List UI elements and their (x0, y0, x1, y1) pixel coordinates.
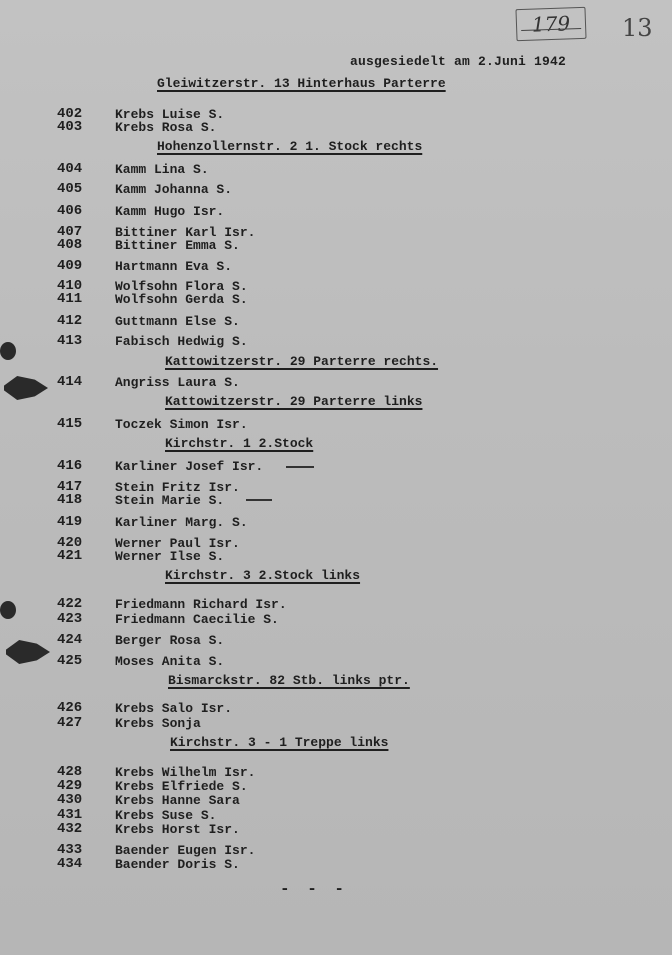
entry-name: Berger Rosa S. (115, 633, 225, 648)
deportation-date-line: ausgesiedelt am 2.Juni 1942 (350, 54, 567, 69)
entry-name: Kamm Johanna S. (115, 182, 233, 197)
entry-number: 420 (57, 535, 83, 551)
entry-number: 414 (57, 374, 83, 390)
entry-name: Krebs Rosa S. (115, 120, 217, 135)
entry-name: Bittiner Emma S. (115, 238, 240, 253)
entry-name: Werner Ilse S. (115, 549, 225, 564)
address-heading: Kattowitzerstr. 29 Parterre links (165, 394, 423, 409)
punch-hole (0, 342, 16, 360)
entry-name: Friedmann Caecilie S. (115, 612, 279, 627)
entry-name: Kamm Lina S. (115, 162, 209, 177)
end-of-list-mark: - - - (280, 880, 349, 898)
entry-name: Kamm Hugo Isr. (115, 204, 225, 219)
entry-name: Toczek Simon Isr. (115, 417, 248, 432)
entry-name: Krebs Horst Isr. (115, 822, 240, 837)
entry-number: 410 (57, 278, 83, 294)
entry-name: Stein Fritz Isr. (115, 480, 240, 495)
address-heading: Kattowitzerstr. 29 Parterre rechts. (165, 354, 439, 369)
torn-margin-mark (4, 376, 48, 400)
archive-page-number-stamp: 179 (515, 7, 586, 41)
entry-name: Karliner Josef Isr. (115, 459, 264, 474)
entry-number: 408 (57, 237, 83, 253)
entry-number: 430 (57, 792, 83, 808)
entry-number: 413 (57, 333, 83, 349)
entry-name: Angriss Laura S. (115, 375, 240, 390)
entry-name: Krebs Salo Isr. (115, 701, 233, 716)
entry-number: 411 (57, 291, 83, 307)
entry-name: Krebs Elfriede S. (115, 779, 248, 794)
entry-number: 427 (57, 715, 83, 731)
address-heading: Kirchstr. 3 2.Stock links (165, 568, 361, 583)
address-heading: Gleiwitzerstr. 13 Hinterhaus Parterre (157, 76, 446, 91)
entry-name: Wolfsohn Gerda S. (115, 292, 248, 307)
address-heading: Kirchstr. 3 - 1 Treppe links (170, 735, 389, 750)
entry-number: 415 (57, 416, 83, 432)
entry-number: 426 (57, 700, 83, 716)
entry-number: 433 (57, 842, 83, 858)
entry-number: 407 (57, 224, 83, 240)
entry-number: 409 (57, 258, 83, 274)
entry-name: Bittiner Karl Isr. (115, 225, 256, 240)
corner-folio-number: 13 (622, 14, 653, 42)
entry-name: Krebs Sonja (115, 716, 201, 731)
entry-number: 424 (57, 632, 83, 648)
entry-number: 404 (57, 161, 83, 177)
entry-number: 428 (57, 764, 83, 780)
entry-number: 434 (57, 856, 83, 872)
entry-number: 425 (57, 653, 83, 669)
entry-name: Guttmann Else S. (115, 314, 240, 329)
entry-name: Fabisch Hedwig S. (115, 334, 248, 349)
entry-name: Baender Doris S. (115, 857, 240, 872)
entry-number: 429 (57, 778, 83, 794)
handwritten-tick-mark (286, 466, 314, 468)
entry-number: 431 (57, 807, 83, 823)
entry-name: Werner Paul Isr. (115, 536, 240, 551)
entry-name: Karliner Marg. S. (115, 515, 248, 530)
address-heading: Bismarckstr. 82 Stb. links ptr. (168, 673, 410, 688)
entry-name: Hartmann Eva S. (115, 259, 233, 274)
entry-name: Friedmann Richard Isr. (115, 597, 287, 612)
entry-number: 417 (57, 479, 83, 495)
entry-name: Krebs Luise S. (115, 107, 225, 122)
entry-name: Baender Eugen Isr. (115, 843, 256, 858)
punch-hole (0, 601, 16, 619)
handwritten-tick-mark (246, 499, 272, 501)
address-heading: Hohenzollernstr. 2 1. Stock rechts (157, 139, 423, 154)
entry-number: 421 (57, 548, 83, 564)
entry-number: 419 (57, 514, 83, 530)
address-heading: Kirchstr. 1 2.Stock (165, 436, 314, 451)
entry-name: Krebs Hanne Sara (115, 793, 240, 808)
entry-name: Moses Anita S. (115, 654, 225, 669)
torn-margin-mark (6, 640, 50, 664)
entry-number: 402 (57, 106, 83, 122)
entry-number: 422 (57, 596, 83, 612)
entry-name: Wolfsohn Flora S. (115, 279, 248, 294)
entry-number: 405 (57, 181, 83, 197)
entry-number: 423 (57, 611, 83, 627)
entry-number: 403 (57, 119, 83, 135)
entry-name: Krebs Suse S. (115, 808, 217, 823)
entry-number: 412 (57, 313, 83, 329)
entry-number: 418 (57, 492, 83, 508)
entry-name: Krebs Wilhelm Isr. (115, 765, 256, 780)
entry-number: 416 (57, 458, 83, 474)
entry-number: 406 (57, 203, 83, 219)
entry-number: 432 (57, 821, 83, 837)
entry-name: Stein Marie S. (115, 493, 225, 508)
